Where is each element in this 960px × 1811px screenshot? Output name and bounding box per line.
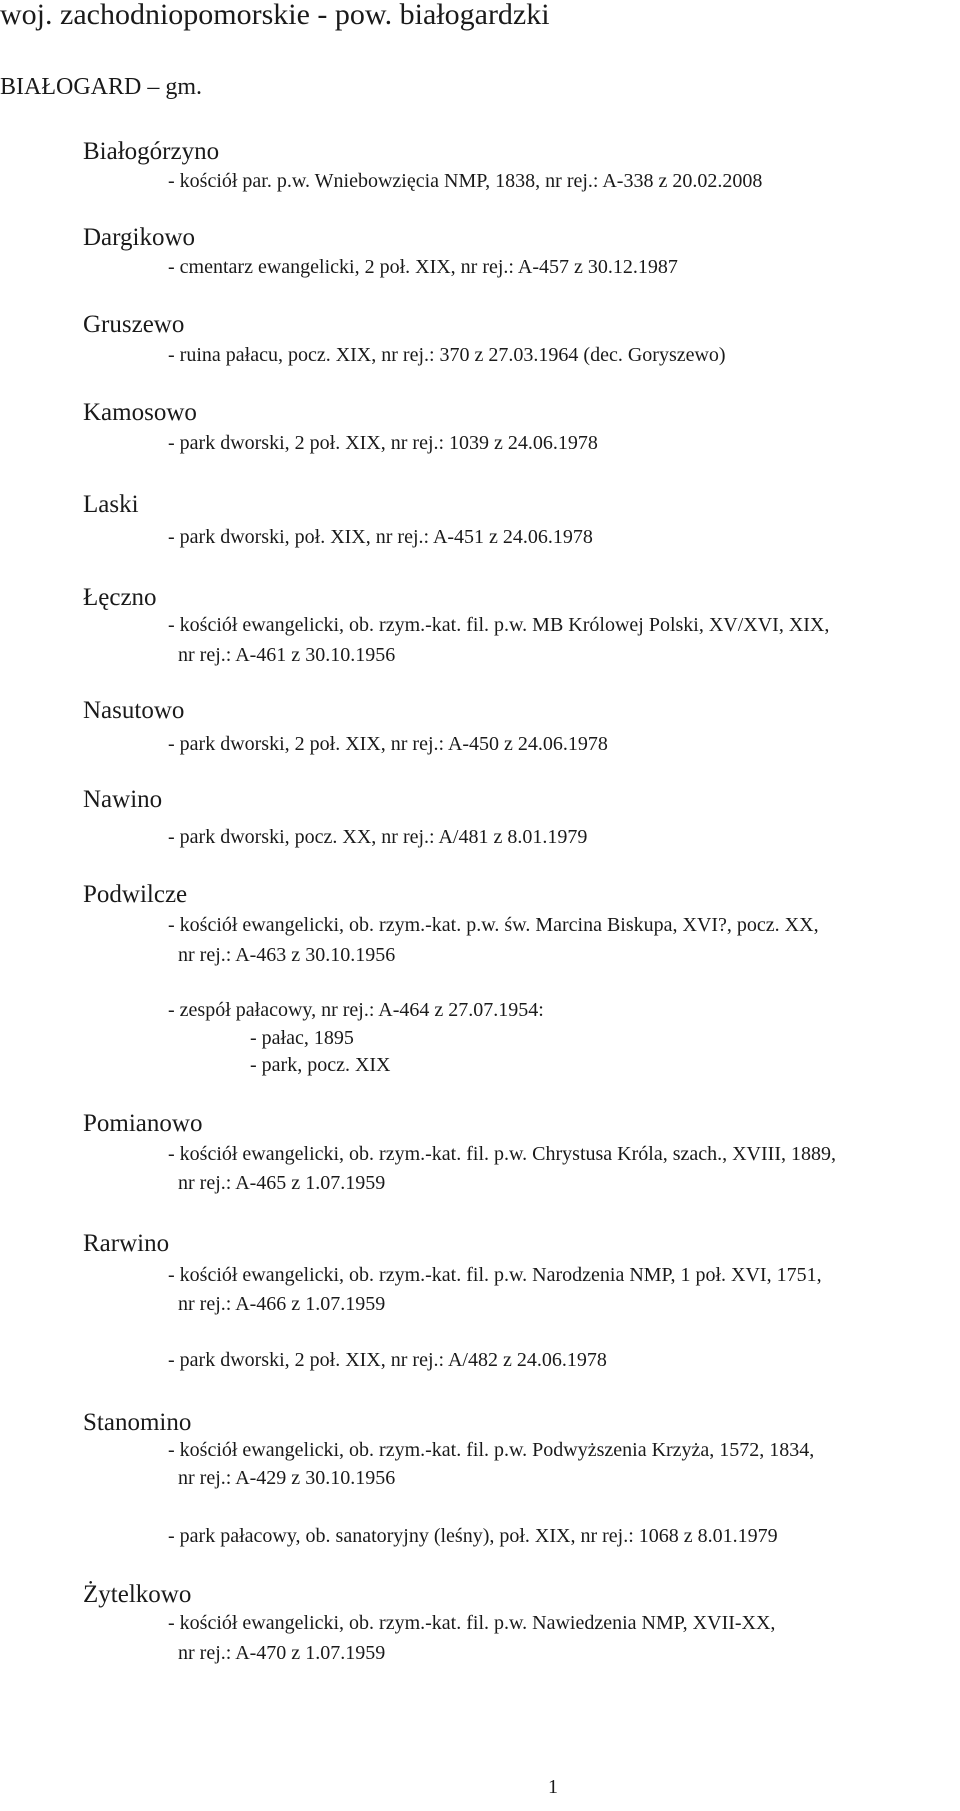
location-name: Nawino <box>83 786 163 813</box>
page-number: 1 <box>548 1776 558 1798</box>
monument-entry: - kościół par. p.w. Wniebowzięcia NMP, 1838, nr rej.: A-338 z 20.02.2008 <box>168 170 763 192</box>
monument-entry-continuation: nr rej.: A-465 z 1.07.1959 <box>178 1172 386 1194</box>
location-name: Żytelkowo <box>83 1581 192 1608</box>
monument-sub-entry: - pałac, 1895 <box>250 1027 354 1049</box>
monument-entry: - kościół ewangelicki, ob. rzym.-kat. p.w. św. Marcina Biskupa, XVI?, pocz. XX, <box>168 914 819 936</box>
location-name: Stanomino <box>83 1409 192 1436</box>
monument-entry-continuation: nr rej.: A-463 z 30.10.1956 <box>178 944 396 966</box>
location-name: Laski <box>83 491 139 518</box>
monument-entry: - park dworski, 2 poł. XIX, nr rej.: A/482 z 24.06.1978 <box>168 1349 607 1371</box>
monument-entry-continuation: nr rej.: A-429 z 30.10.1956 <box>178 1467 396 1489</box>
location-name: Nasutowo <box>83 697 185 724</box>
monument-entry: - kościół ewangelicki, ob. rzym.-kat. fil. p.w. Nawiedzenia NMP, XVII-XX, <box>168 1612 776 1634</box>
region-heading: woj. zachodniopomorskie - pow. białogardzki <box>0 0 550 31</box>
location-name: Białogórzyno <box>83 138 220 165</box>
monument-sub-entry: - park, pocz. XIX <box>250 1054 391 1076</box>
location-name: Gruszewo <box>83 311 185 338</box>
location-name: Rarwino <box>83 1230 170 1257</box>
monument-entry: - kościół ewangelicki, ob. rzym.-kat. fil. p.w. Narodzenia NMP, 1 poł. XVI, 1751, <box>168 1264 822 1286</box>
monument-entry: - kościół ewangelicki, ob. rzym.-kat. fil. p.w. Podwyższenia Krzyża, 1572, 1834, <box>168 1439 815 1461</box>
commune-heading: BIAŁOGARD – gm. <box>0 74 202 100</box>
location-name: Dargikowo <box>83 224 196 251</box>
monument-entry-continuation: nr rej.: A-466 z 1.07.1959 <box>178 1293 386 1315</box>
monument-entry: - kościół ewangelicki, ob. rzym.-kat. fil. p.w. MB Królowej Polski, XV/XVI, XIX, <box>168 614 830 636</box>
location-name: Kamosowo <box>83 399 197 426</box>
monument-entry: - zespół pałacowy, nr rej.: A-464 z 27.07.1954: <box>168 999 544 1021</box>
monument-entry: - park dworski, pocz. XX, nr rej.: A/481 z 8.01.1979 <box>168 826 588 848</box>
monument-entry: - cmentarz ewangelicki, 2 poł. XIX, nr rej.: A-457 z 30.12.1987 <box>168 256 678 278</box>
monument-entry: - ruina pałacu, pocz. XIX, nr rej.: 370 z 27.03.1964 (dec. Goryszewo) <box>168 344 726 366</box>
monument-entry: - park dworski, 2 poł. XIX, nr rej.: 1039 z 24.06.1978 <box>168 432 598 454</box>
location-name: Podwilcze <box>83 881 188 908</box>
location-name: Łęczno <box>83 584 157 611</box>
monument-entry: - park pałacowy, ob. sanatoryjny (leśny), poł. XIX, nr rej.: 1068 z 8.01.1979 <box>168 1525 778 1547</box>
location-name: Pomianowo <box>83 1110 203 1137</box>
monument-entry-continuation: nr rej.: A-470 z 1.07.1959 <box>178 1642 386 1664</box>
monument-entry-continuation: nr rej.: A-461 z 30.10.1956 <box>178 644 396 666</box>
monument-entry: - kościół ewangelicki, ob. rzym.-kat. fil. p.w. Chrystusa Króla, szach., XVIII, 1889, <box>168 1143 836 1165</box>
monument-entry: - park dworski, poł. XIX, nr rej.: A-451 z 24.06.1978 <box>168 526 593 548</box>
monument-entry: - park dworski, 2 poł. XIX, nr rej.: A-450 z 24.06.1978 <box>168 733 608 755</box>
